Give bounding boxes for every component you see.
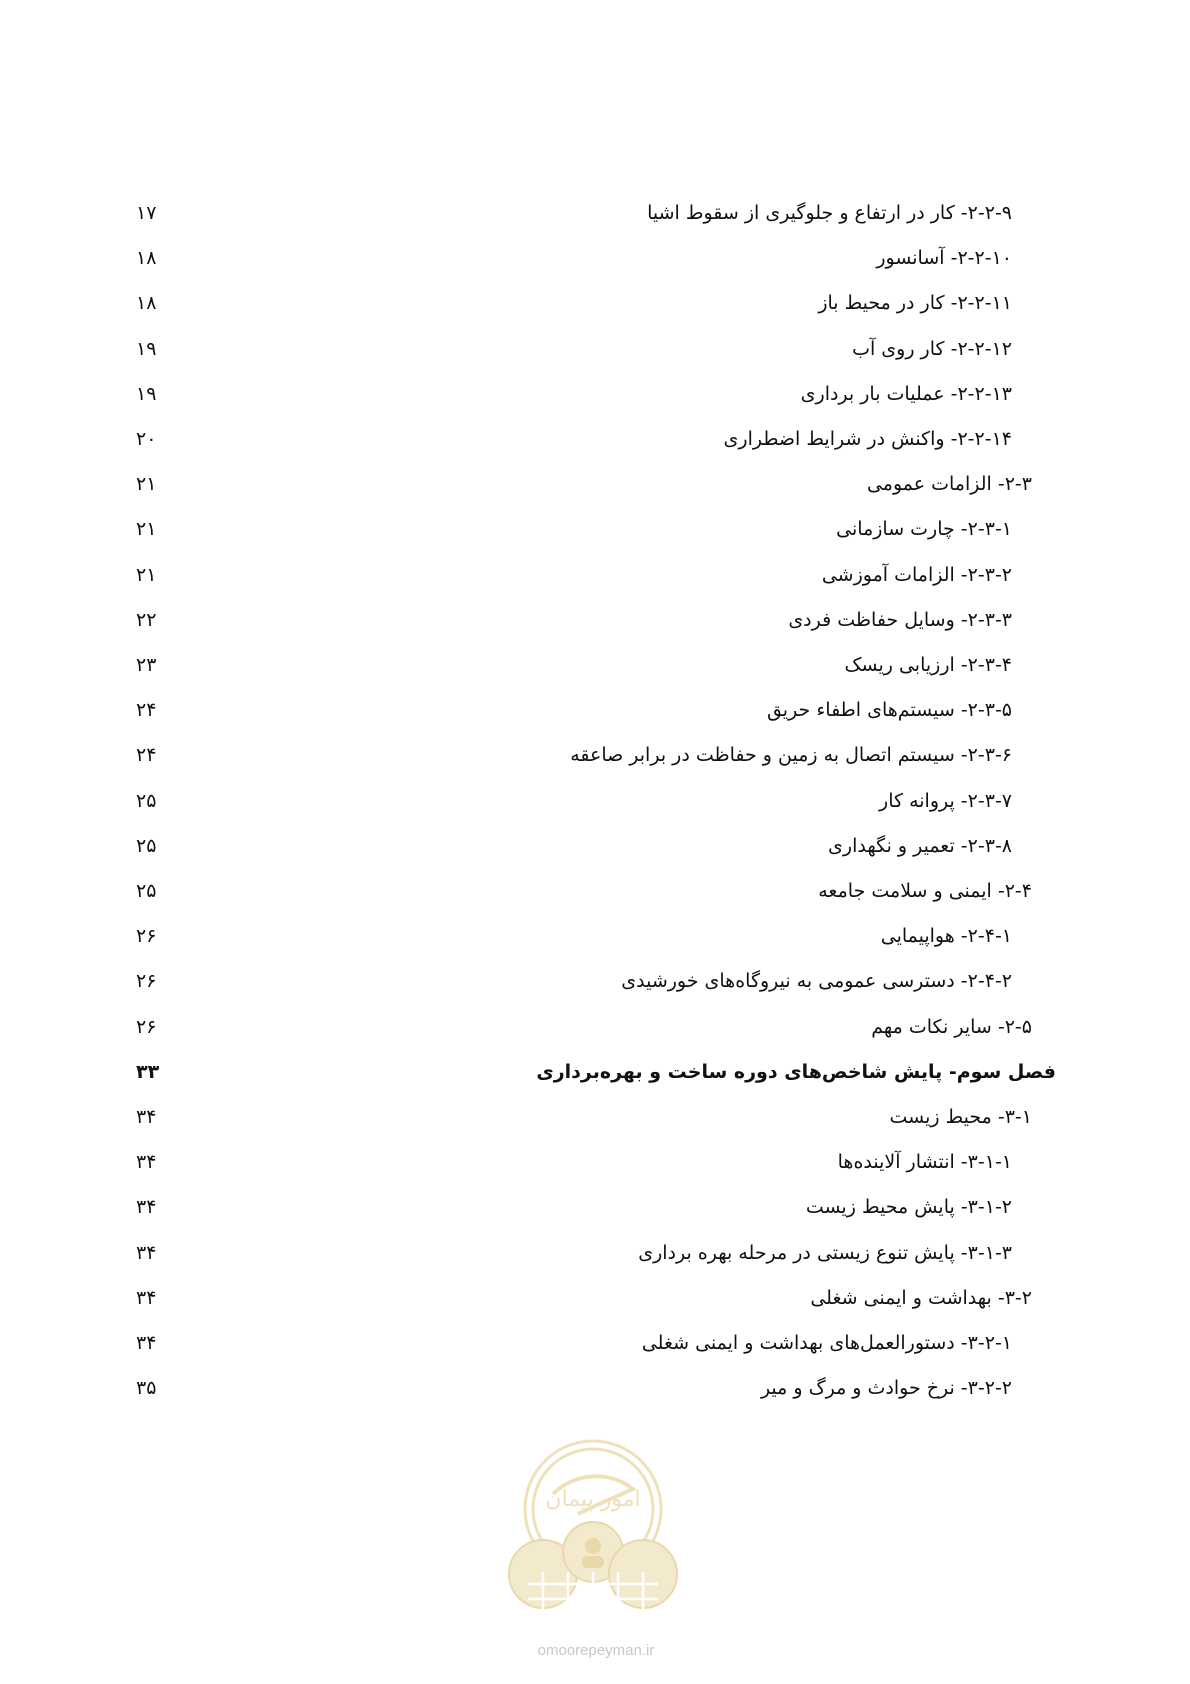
toc-entry-page-number: ۳۴ <box>136 1151 157 1174</box>
toc-entry-title: ۲-۳-۳- وسایل حفاظت فردی <box>788 608 1012 631</box>
toc-entry-title: ۲-۲-۹- کار در ارتفاع و جلوگیری از سقوط اشیا <box>647 202 1012 224</box>
toc-entry-title: ۲-۳- الزامات عمومی <box>866 473 1032 496</box>
toc-entry-page-number: ۳۴ <box>136 1286 157 1309</box>
toc-entry[interactable] <box>130 735 1060 775</box>
toc-entry[interactable] <box>130 283 1060 323</box>
toc-entry-page-number: ۲۱ <box>136 563 157 586</box>
toc-entry-page-number: ۲۲ <box>136 608 157 631</box>
toc-entry-page-number: ۲۵ <box>136 789 157 812</box>
toc-entry[interactable] <box>130 1323 1060 1363</box>
toc-entry[interactable] <box>130 645 1060 685</box>
toc-entry-page-number: ۲۴ <box>136 699 157 722</box>
omoore-peyman-seal-icon <box>498 1434 688 1624</box>
toc-entry-title: ۳-۱- محیط زیست <box>889 1106 1032 1128</box>
toc-entry-title: ۳-۲- بهداشت و ایمنی شغلی <box>810 1286 1032 1309</box>
toc-entry-title: ۲-۳-۱- چارت سازمانی <box>836 518 1012 541</box>
toc-entry-title: ۳-۲-۱- دستورالعمل‌های بهداشت و ایمنی شغلی <box>641 1332 1012 1354</box>
toc-entry-page-number: ۲۳ <box>136 654 157 676</box>
toc-entry[interactable] <box>130 1052 1060 1092</box>
toc-entry[interactable] <box>130 961 1060 1001</box>
toc-entry-page-number: ۲۰ <box>136 428 157 450</box>
toc-entry-page-number: ۲۶ <box>136 925 157 948</box>
toc-entry[interactable] <box>130 781 1060 821</box>
toc-entry-title: ۲-۲-۱۰- آسانسور <box>876 247 1012 270</box>
toc-entry-title: ۳-۲-۲- نرخ حوادث و مرگ و میر <box>760 1377 1012 1400</box>
toc-entry[interactable] <box>130 690 1060 730</box>
toc-entry-page-number: ۱۸ <box>136 292 157 315</box>
toc-entry-title: ۲-۳-۲- الزامات آموزشی <box>821 563 1012 586</box>
toc-entry-page-number: ۱۹ <box>136 337 157 360</box>
toc-entry-title: ۲-۳-۷- پروانه کار <box>879 789 1012 812</box>
toc-entry-page-number: ۱۸ <box>136 247 157 270</box>
toc-entry-page-number: ۳۵ <box>136 1377 157 1400</box>
toc-entry-page-number: ۳۴ <box>136 1332 157 1354</box>
toc-entry[interactable] <box>130 555 1060 595</box>
toc-entry[interactable] <box>130 1007 1060 1047</box>
toc-entry[interactable] <box>130 1368 1060 1408</box>
toc-entry-title: فصل سوم- پایش شاخص‌های دوره ساخت و بهره‌برداری <box>536 1060 1056 1083</box>
toc-entry-page-number: ۲۱ <box>136 473 157 496</box>
toc-entry[interactable] <box>130 871 1060 911</box>
toc-entry-title: ۲-۲-۱۴- واکنش در شرایط اضطراری <box>723 428 1012 450</box>
toc-entry-page-number: ۳۳ <box>136 1060 160 1083</box>
toc-entry-page-number: ۱۹ <box>136 382 157 405</box>
toc-entry-page-number: ۲۱ <box>136 518 157 541</box>
toc-entry-page-number: ۲۶ <box>136 970 157 993</box>
toc-entry-title: ۲-۳-۶- سیستم اتصال به زمین و حفاظت در برابر صاعقه <box>570 744 1012 767</box>
toc-entry[interactable] <box>130 1233 1060 1273</box>
toc-entry-page-number: ۳۴ <box>136 1241 157 1264</box>
toc-entry[interactable] <box>130 600 1060 640</box>
toc-entry-page-number: ۳۴ <box>136 1196 157 1219</box>
toc-entry-page-number: ۲۵ <box>136 834 157 857</box>
toc-entry-title: ۲-۳-۴- ارزیابی ریسک <box>844 654 1012 676</box>
watermark-url: omoorepeyman.ir <box>537 1642 655 1659</box>
toc-entry-page-number: ۳۴ <box>136 1106 157 1128</box>
toc-entry-title: ۲-۲-۱۳- عملیات بار برداری <box>800 382 1012 405</box>
toc-entry-title: ۲-۲-۱۱- کار در محیط باز <box>818 292 1012 315</box>
toc-entry[interactable] <box>130 464 1060 504</box>
toc-entry[interactable] <box>130 1142 1060 1182</box>
toc-entry[interactable] <box>130 916 1060 956</box>
toc-entry-page-number: ۲۵ <box>136 880 157 902</box>
toc-entry-page-number: ۲۴ <box>136 744 157 767</box>
toc-entry-title: ۲-۵- سایر نکات مهم <box>871 1015 1032 1038</box>
toc-entry-title: ۲-۳-۸- تعمیر و نگهداری <box>828 834 1012 857</box>
toc-entry-title: ۲-۴-۱- هواپیمایی <box>880 925 1012 948</box>
toc-entry-title: ۳-۱-۳- پایش تنوع زیستی در مرحله بهره برداری <box>638 1241 1012 1264</box>
toc-entry[interactable] <box>130 419 1060 459</box>
toc-entry-title: ۲-۳-۵- سیستم‌های اطفاء حریق <box>766 699 1012 722</box>
toc-entry-page-number: ۱۷ <box>136 202 157 224</box>
toc-entry-title: ۳-۱-۱- انتشار آلاینده‌ها <box>837 1151 1012 1174</box>
toc-entry[interactable] <box>130 374 1060 414</box>
toc-entry[interactable] <box>130 238 1060 278</box>
toc-entry-title: ۲-۴- ایمنی و سلامت جامعه <box>818 880 1032 902</box>
toc-entry[interactable] <box>130 509 1060 549</box>
toc-entry[interactable] <box>130 1187 1060 1227</box>
toc-entry-title: ۲-۴-۲- دسترسی عمومی به نیروگاه‌های خورشیدی <box>621 970 1012 993</box>
toc-entry[interactable] <box>130 1278 1060 1318</box>
toc-entry[interactable] <box>130 193 1060 233</box>
toc-entry[interactable] <box>130 329 1060 369</box>
toc-entry-page-number: ۲۶ <box>136 1015 157 1038</box>
svg-text:امور پیمان: امور پیمان <box>545 1487 641 1512</box>
toc-entry[interactable] <box>130 1097 1060 1137</box>
toc-entry[interactable] <box>130 826 1060 866</box>
toc-entry-title: ۲-۲-۱۲- کار روی آب <box>852 337 1012 360</box>
toc-entry-title: ۳-۱-۲- پایش محیط زیست <box>805 1196 1012 1219</box>
